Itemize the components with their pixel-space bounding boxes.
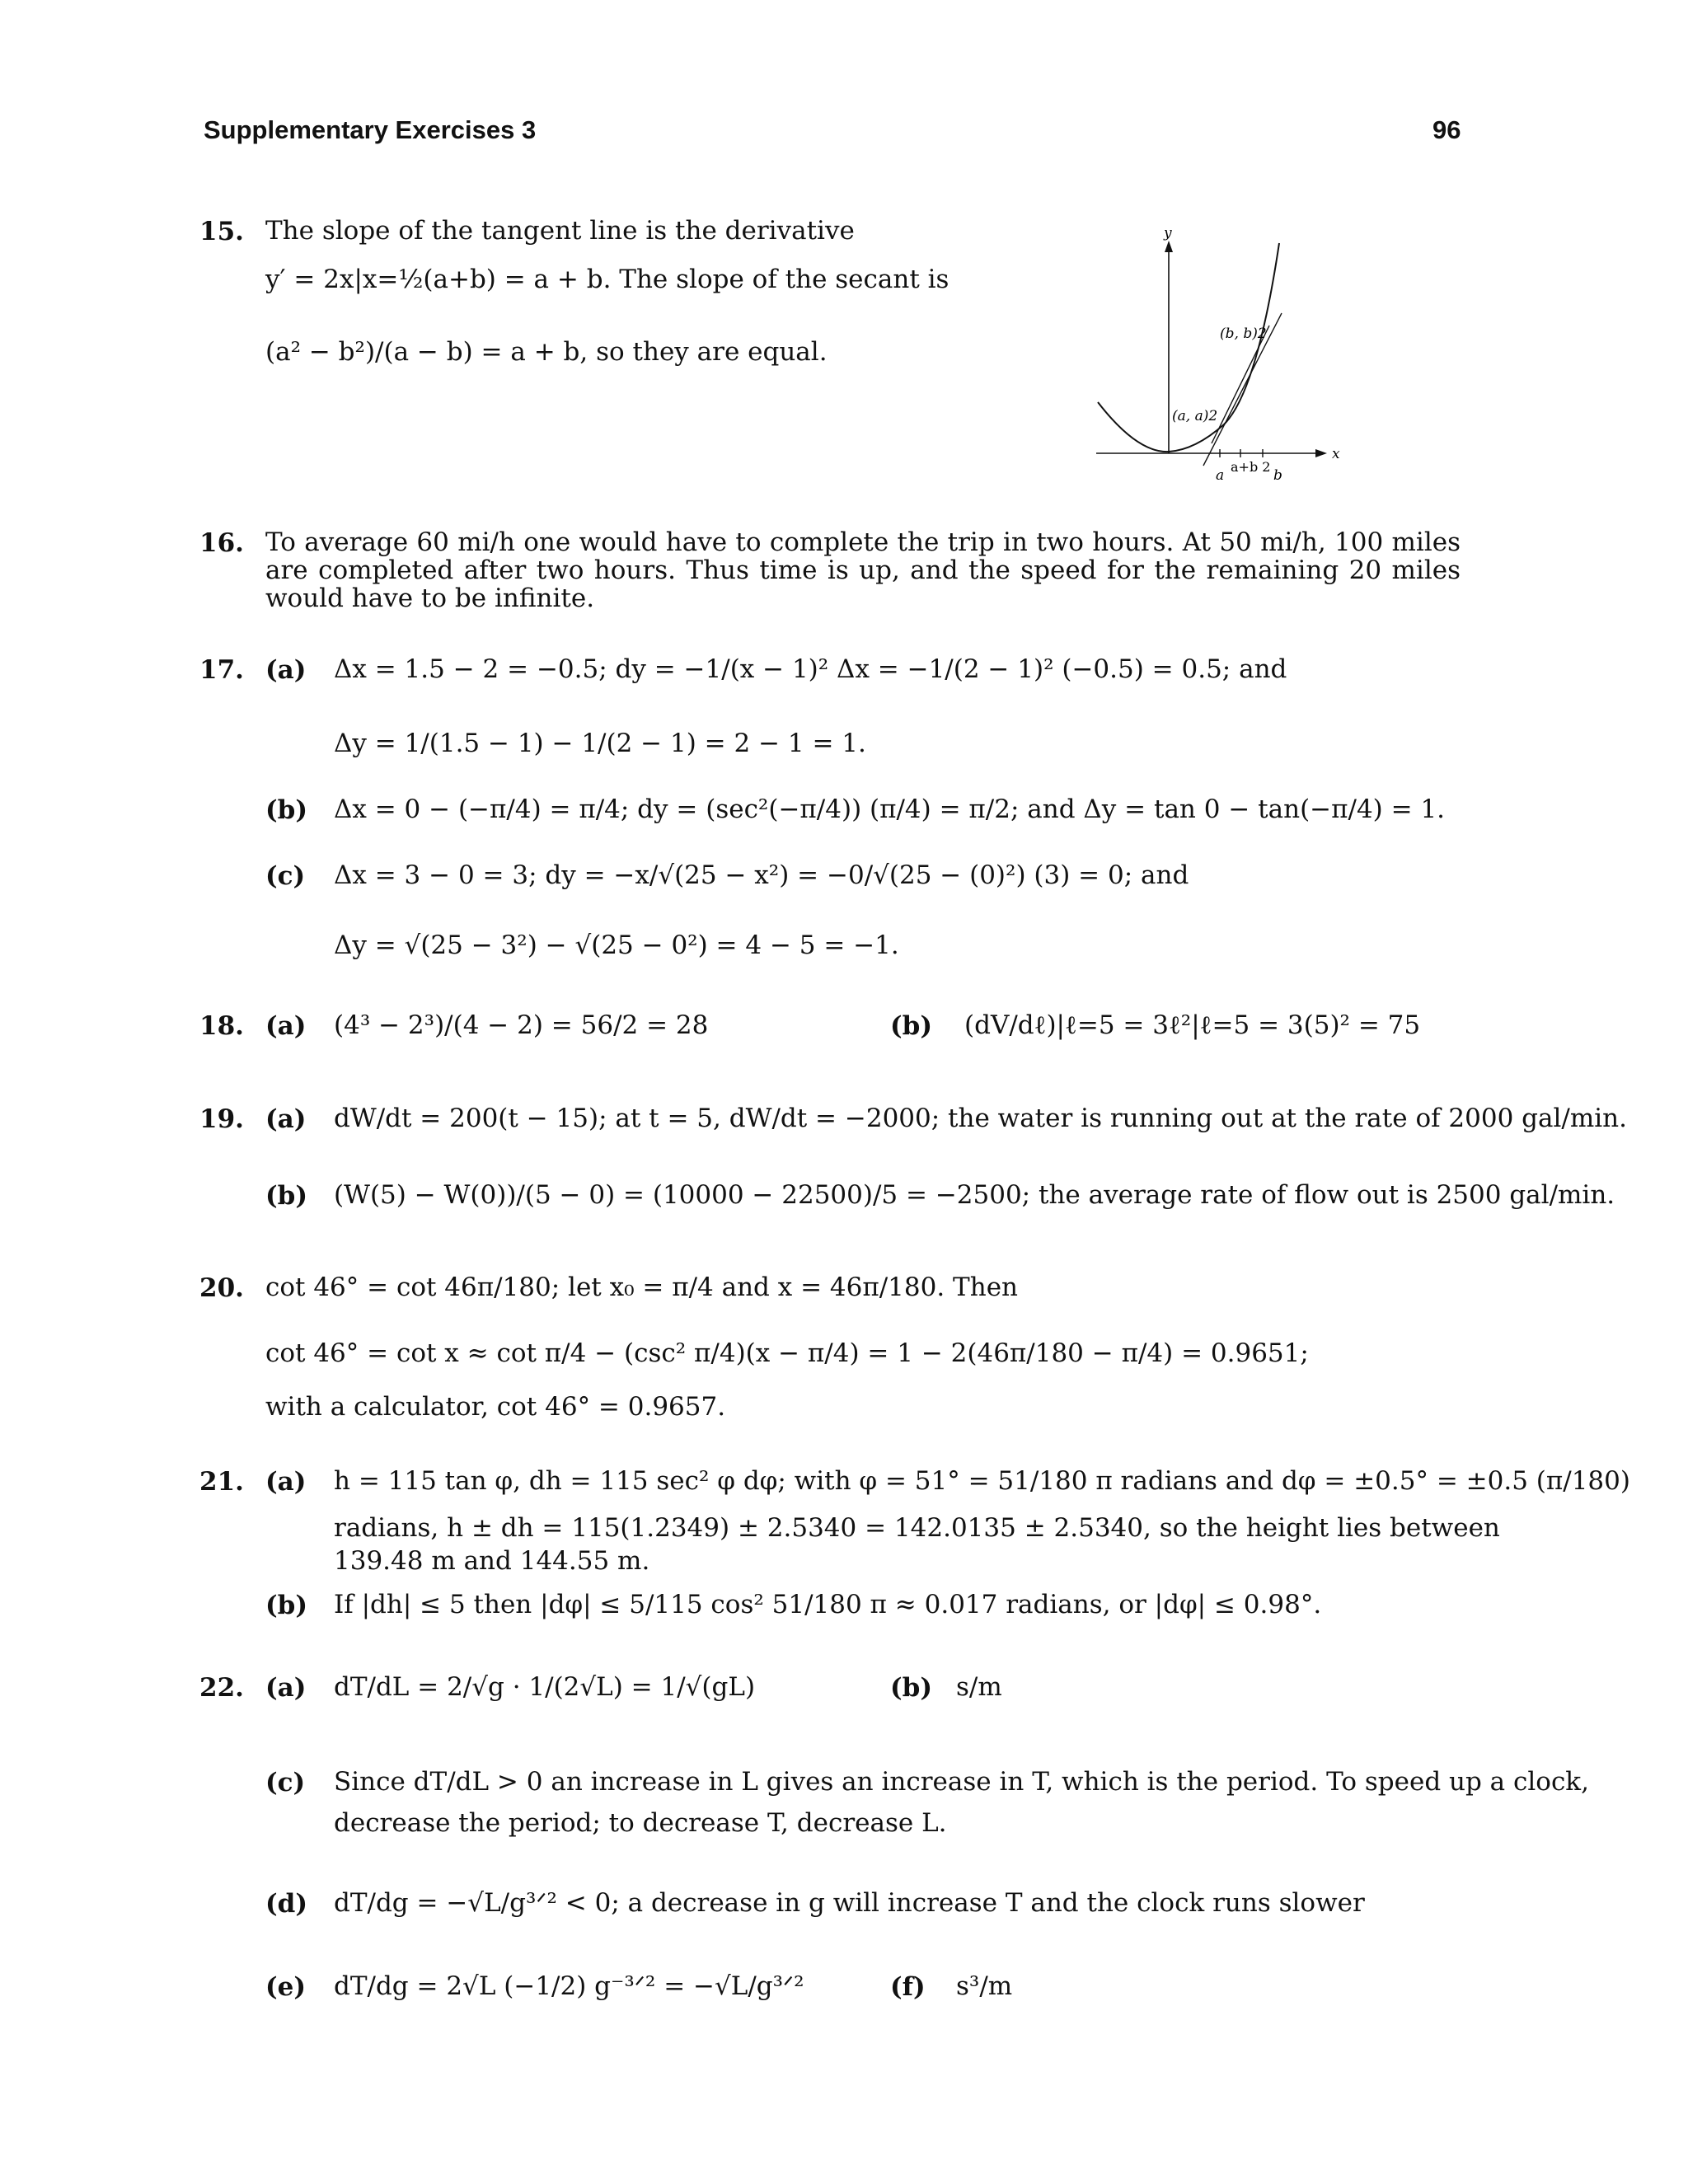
exercise-number: 21. [199, 1467, 244, 1497]
equation-line: (dV/dℓ)|ℓ=5 = 3ℓ²|ℓ=5 = 3(5)² = 75 [964, 1010, 1421, 1040]
part-label: (c) [265, 1768, 306, 1797]
part-label: (b) [265, 1591, 308, 1620]
equation-line: Δy = 1/(1.5 − 1) − 1/(2 − 1) = 2 − 1 = 1. [334, 729, 866, 758]
tick-a-label: a [1216, 467, 1225, 484]
equation-line: Δx = 0 − (−π/4) = π/4; dy = (sec²(−π/4)) (π/4) = π/2; and Δy = tan 0 − tan(−π/4) = 1. [334, 794, 1446, 824]
equation-line: dW/dt = 200(t − 15); at t = 5, dW/dt = −2000; the water is running out at the rate of 2000 gal/min. [334, 1104, 1627, 1133]
equation-line: decrease the period; to decrease T, decrease L. [334, 1808, 947, 1838]
part-label: (b) [265, 1181, 308, 1211]
exercise-paragraph: To average 60 mi/h one would have to complete the trip in two hours. At 50 mi/h, 100 miles are completed after two hours. Thus time is up, and the speed for the remaining 20 miles would have to be infinite. [265, 527, 1461, 613]
exercise-number: 20. [199, 1273, 244, 1303]
part-label: (f) [890, 1972, 926, 2002]
x-axis-arrow [1315, 449, 1327, 457]
exercise-number: 17. [199, 655, 244, 685]
point-b-label: (b, b)2 [1220, 326, 1267, 342]
equation-line: Since dT/dL > 0 an increase in L gives an increase in T, which is the period. To speed up a clock, [334, 1767, 1589, 1797]
page-header-title: Supplementary Exercises 3 [204, 115, 537, 144]
part-label: (a) [265, 1673, 307, 1703]
equation-line: cot 46° = cot x ≈ cot π/4 − (csc² π/4)(x − π/4) = 1 − 2(46π/180 − π/4) = 0.9651; [265, 1338, 1309, 1368]
part-label: (b) [890, 1011, 933, 1041]
part-label: (d) [265, 1889, 308, 1919]
equation-line: h = 115 tan φ, dh = 115 sec² φ dφ; with φ = 51° = 51/180 π radians and dφ = ±0.5° = ±0.5 (π/180) [334, 1466, 1630, 1496]
equation-line: cot 46° = cot 46π/180; let x₀ = π/4 and x = 46π/180. Then [265, 1272, 1019, 1302]
exercise-number: 16. [199, 528, 244, 558]
equation-line: with a calculator, cot 46° = 0.9657. [265, 1392, 726, 1422]
equation-line: (4³ − 2³)/(4 − 2) = 56/2 = 28 [334, 1010, 709, 1040]
part-label: (a) [265, 1011, 307, 1041]
exercise-text-line: y′ = 2x|x=½(a+b) = a + b. The slope of the secant is [265, 265, 950, 294]
part-label: (e) [265, 1972, 307, 2002]
x-axis-label: x [1332, 446, 1340, 462]
equation-line: dT/dg = −√L/g³ᐟ² < 0; a decrease in g will increase T and the clock runs slower [334, 1888, 1365, 1918]
equation-line: 139.48 m and 144.55 m. [334, 1546, 650, 1576]
part-label: (a) [265, 1467, 307, 1497]
exercise-number: 19. [199, 1104, 244, 1134]
secant-line [1212, 326, 1269, 443]
exercise-text-line: The slope of the tangent line is the derivative [265, 216, 855, 246]
tangent-secant-figure [1071, 214, 1352, 494]
y-axis-label: y [1164, 225, 1172, 241]
exercise-number: 15. [199, 217, 244, 246]
tick-mid-label: a+b 2 [1231, 459, 1271, 475]
part-label: (b) [265, 795, 308, 825]
exercise-text-line: (a² − b²)/(a − b) = a + b, so they are equal. [265, 337, 828, 367]
equation-line: If |dh| ≤ 5 then |dφ| ≤ 5/115 cos² 51/180 π ≈ 0.017 radians, or |dφ| ≤ 0.98°. [334, 1590, 1322, 1619]
point-a-label: (a, a)2 [1172, 408, 1218, 424]
equation-line: Δx = 3 − 0 = 3; dy = −x/√(25 − x²) = −0/√(25 − (0)²) (3) = 0; and [334, 860, 1189, 890]
exercise-number: 18. [199, 1011, 244, 1041]
equation-line: Δy = √(25 − 3²) − √(25 − 0²) = 4 − 5 = −1. [334, 930, 899, 960]
part-label: (c) [265, 861, 306, 891]
equation-line: radians, h ± dh = 115(1.2349) ± 2.5340 = 142.0135 ± 2.5340, so the height lies between [334, 1513, 1500, 1543]
part-label: (a) [265, 1104, 307, 1134]
tick-b-label: b [1273, 467, 1282, 484]
equation-line: Δx = 1.5 − 2 = −0.5; dy = −1/(x − 1)² Δx = −1/(2 − 1)² (−0.5) = 0.5; and [334, 654, 1287, 684]
equation-line: s³/m [956, 1971, 1013, 2001]
equation-line: (W(5) − W(0))/(5 − 0) = (10000 − 22500)/5 = −2500; the average rate of flow out is 2500 gal/min. [334, 1180, 1615, 1210]
page-number: 96 [1432, 115, 1461, 144]
equation-line: s/m [956, 1672, 1002, 1702]
equation-line: dT/dL = 2/√g · 1/(2√L) = 1/√(gL) [334, 1672, 756, 1702]
part-label: (a) [265, 655, 307, 685]
exercise-number: 22. [199, 1673, 244, 1703]
y-axis-arrow [1165, 241, 1173, 252]
part-label: (b) [890, 1673, 933, 1703]
equation-line: dT/dg = 2√L (−1/2) g⁻³ᐟ² = −√L/g³ᐟ² [334, 1971, 804, 2001]
